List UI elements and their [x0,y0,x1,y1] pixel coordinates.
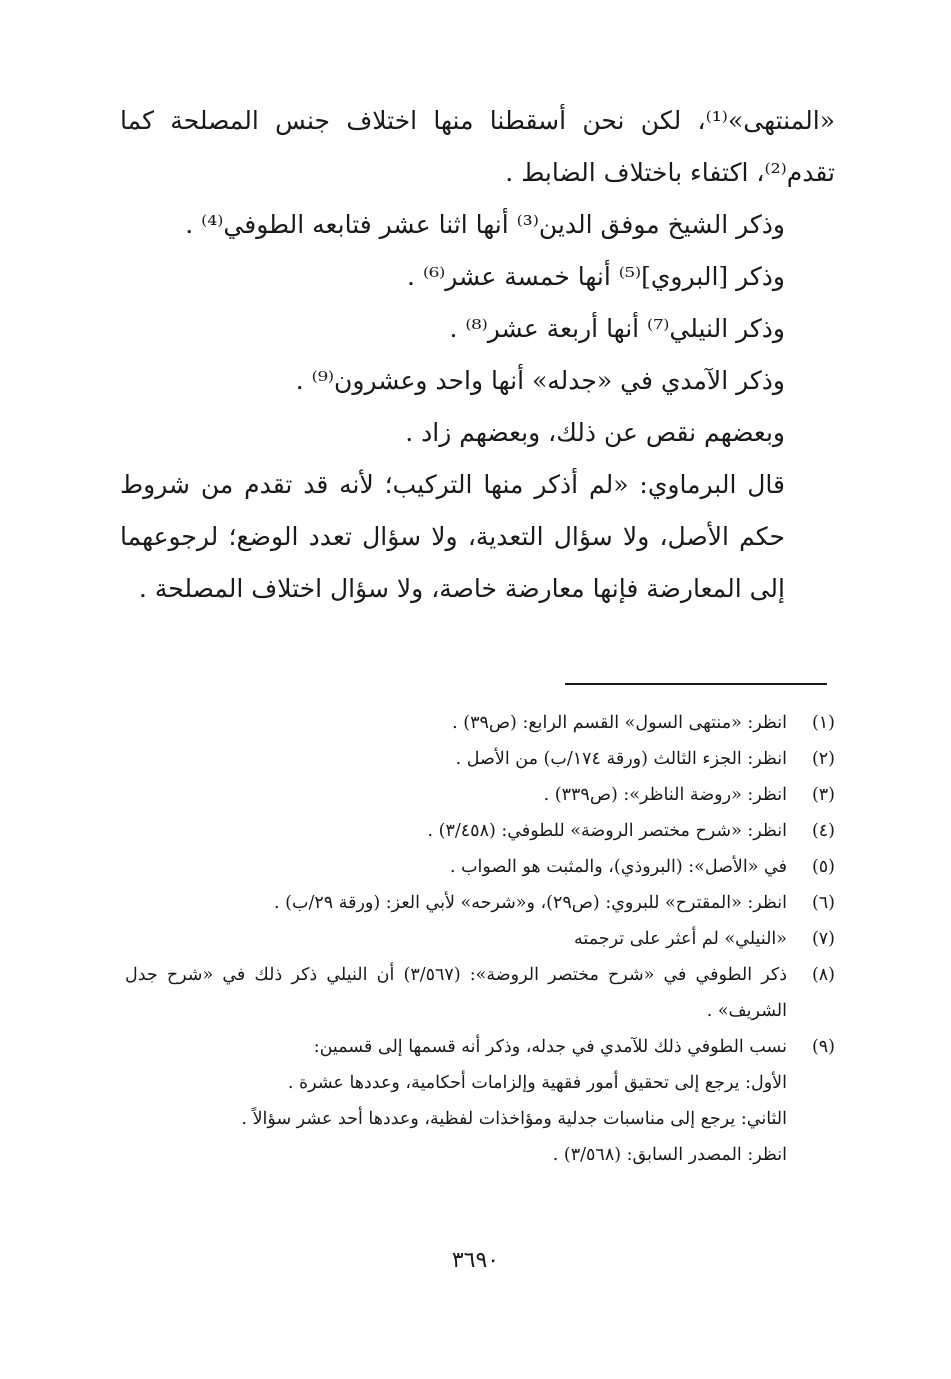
footnote [125,813,835,849]
footnote-text [125,849,787,885]
page-number: ٣٦٩٠ [451,1248,500,1273]
footnote-number: (٥) [811,857,835,877]
footnote [125,777,835,813]
main-paragraph: «المنتهى»⁽¹⁾، لكن نحن أسقطنا منها اختلاف جنس المصلحة كما تقدم⁽²⁾، اكتفاء باختلاف الضابط . [120,106,835,187]
footnote-number: (٩) [811,1037,835,1057]
footnote-text [125,957,787,1029]
footnote-text [125,885,787,921]
footnote-line: انظر: «منتهى السول» القسم الرابع: (ص٣٩) . [452,713,787,733]
footnote-text [125,777,787,813]
footnote-number: (٧) [811,929,835,949]
footnote-line: الثاني: يرجع إلى مناسبات جدلية ومؤاخذات لفظية، وعددها أحد عشر سؤالاً . [241,1109,787,1129]
footnote [125,1029,835,1173]
footnote-text [125,741,787,777]
footnote [125,921,835,957]
footnote-line: الأول: يرجع إلى تحقيق أمور فقهية وإلزامات أحكامية، وعددها عشرة . [287,1073,787,1093]
footnote-number: (١) [811,713,835,733]
footnote-number: (٣) [811,785,835,805]
footnote-number: (٨) [811,965,835,985]
footnote [125,885,835,921]
footnote-line: «النيلي» لم أعثر على ترجمته [574,929,787,949]
main-paragraph: وذكر الشيخ موفق الدين⁽³⁾ أنها اثنا عشر فتابعه الطوفي⁽⁴⁾ . [185,210,785,239]
main-paragraph: وبعضهم نقص عن ذلك، وبعضهم زاد . [405,418,785,447]
main-paragraph: وذكر النيلي⁽⁷⁾ أنها أربعة عشر⁽⁸⁾ . [449,314,785,343]
footnote-line: انظر: الجزء الثالث (ورقة ١٧٤/ب) من الأصل . [455,749,787,769]
footnote-text [125,1029,787,1173]
main-text [120,95,835,615]
footnote-separator [565,683,827,685]
footnote-text [125,813,787,849]
footnote-line: انظر: المصدر السابق: (٣/٥٦٨) . [552,1145,787,1165]
footnote-number: (٤) [811,821,835,841]
footnote-line: انظر: «المقترح» للبروي: (ص٢٩)، و«شرحه» لأبي العز: (ورقة ٢٩/ب) . [274,893,787,913]
footnote-line: في «الأصل»: (البروذي)، والمثبت هو الصواب . [449,857,787,877]
footnote-line: انظر: «روضة الناظر»: (ص٣٣٩) . [543,785,787,805]
footnote [125,957,835,1029]
footnote [125,705,835,741]
footnote-line: نسب الطوفي ذلك للآمدي في جدله، وذكر أنه قسمها إلى قسمين: [313,1037,787,1057]
footnote [125,849,835,885]
main-paragraph: وذكر [البروي]⁽⁵⁾ أنها خمسة عشر⁽⁶⁾ . [407,262,785,291]
footnotes [125,705,835,1173]
main-paragraph: وذكر الآمدي في «جدله» أنها واحد وعشرون⁽⁹⁾ . [295,366,785,395]
footnote-text [125,705,787,741]
footnote-number: (٦) [811,893,835,913]
footnote [125,741,835,777]
footnote-number: (٢) [811,749,835,769]
footnote-line: انظر: «شرح مختصر الروضة» للطوفي: (٣/٤٥٨) . [427,821,787,841]
main-paragraph: قال البرماوي: «لم أذكر منها التركيب؛ لأنه قد تقدم من شروط حكم الأصل، ولا سؤال التعدية، ولا سؤال تعدد الوضع؛ لرجوعهما إلى المعارضة فإنها معارضة خاصة، ولا سؤال اختلاف المصلحة . [120,470,785,603]
footnote-line: ذكر الطوفي في «شرح مختصر الروضة»: (٣/٥٦٧) أن النيلي ذكر ذلك في «شرح جدل الشريف» . [125,965,788,1021]
footnote-text [125,921,787,957]
